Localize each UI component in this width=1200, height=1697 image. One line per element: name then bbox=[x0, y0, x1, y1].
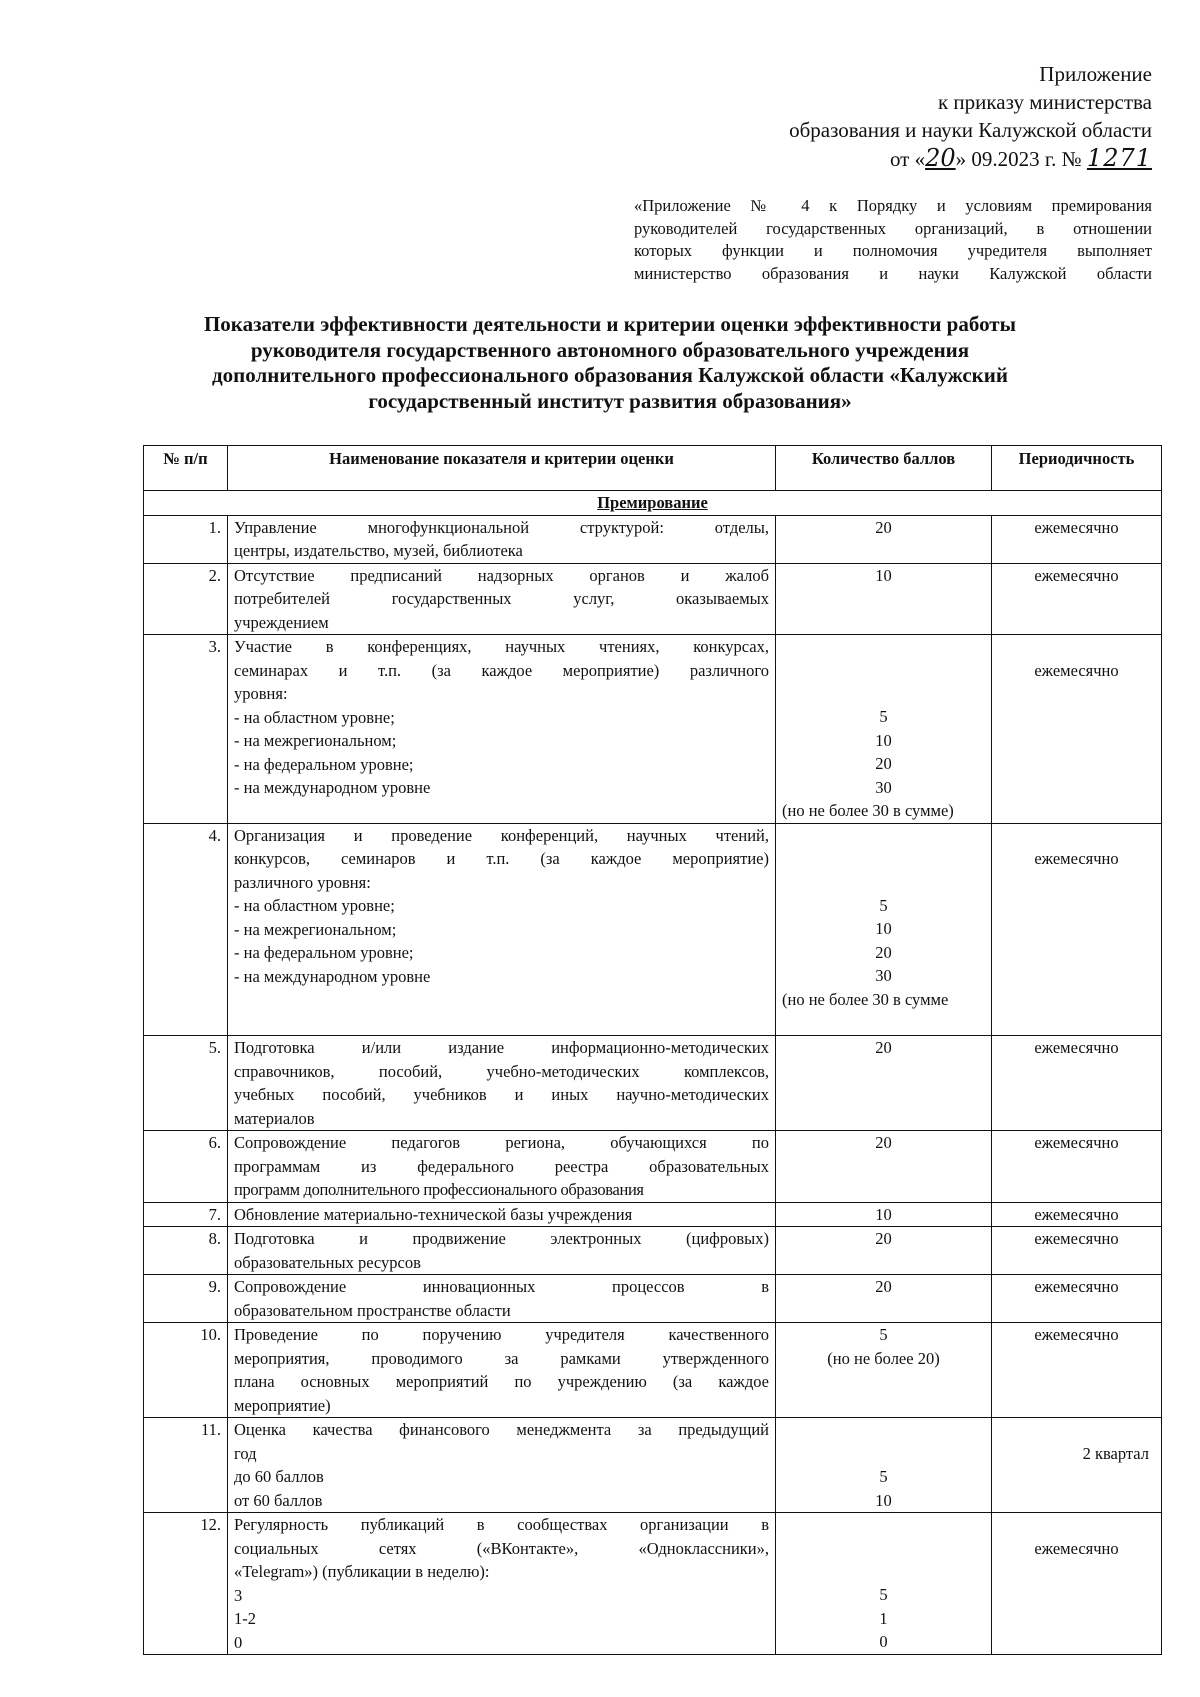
row-number: 11. bbox=[144, 1418, 228, 1513]
table-row bbox=[144, 823, 1162, 1036]
appendix-date-line bbox=[789, 144, 1152, 173]
description-line: - на федеральном уровне; bbox=[234, 754, 414, 774]
description-line: образовательном пространстве области bbox=[234, 1300, 511, 1320]
points-value: 10 bbox=[875, 730, 892, 750]
description-line: - на областном уровне; bbox=[234, 896, 395, 915]
date-rest: » 09.2023 г. № bbox=[955, 147, 1082, 171]
points-note: (но не более 30 в сумме) bbox=[782, 801, 954, 820]
points-value: 5 bbox=[879, 1585, 888, 1604]
table-row bbox=[144, 515, 1162, 563]
row-period: ежемесячно bbox=[992, 515, 1162, 563]
row-number: 10. bbox=[144, 1323, 228, 1418]
row-number: 12. bbox=[144, 1513, 228, 1655]
description-line: - на федеральном уровне; bbox=[234, 943, 414, 962]
row-number: 5. bbox=[144, 1036, 228, 1131]
row-period bbox=[992, 1513, 1162, 1655]
points-note: (но не более 20) bbox=[827, 1348, 940, 1368]
row-number: 9. bbox=[144, 1275, 228, 1323]
row-description bbox=[228, 1036, 776, 1131]
row-period bbox=[992, 823, 1162, 1036]
description-line: Обновление материально-технической базы учреждения bbox=[234, 1204, 633, 1224]
title-line: дополнительного профессионального образования Калужской области «Калужский bbox=[212, 363, 1008, 387]
description-line: учебных пособий, учебников и иных научно-методических bbox=[234, 1085, 769, 1104]
description-line: Оценка качества финансового менеджмента за предыдущий bbox=[234, 1420, 769, 1439]
points-value: 5 bbox=[879, 1325, 888, 1344]
reference-line: руководителей государственных организаций, в отношении bbox=[634, 218, 1152, 238]
row-description bbox=[228, 823, 776, 1036]
description-line: образовательных ресурсов bbox=[234, 1252, 421, 1272]
row-description bbox=[228, 1202, 776, 1227]
row-description bbox=[228, 1275, 776, 1323]
description-line: год bbox=[234, 1443, 257, 1463]
row-description bbox=[228, 1323, 776, 1418]
row-number: 4. bbox=[144, 823, 228, 1036]
points-value: 5 bbox=[879, 707, 888, 726]
row-description bbox=[228, 563, 776, 635]
reference-block bbox=[634, 195, 1152, 285]
appendix-header bbox=[789, 60, 1152, 173]
header-points: Количество баллов bbox=[776, 446, 992, 491]
description-line: конкурсов, семинаров и т.п. (за каждое мероприятие) bbox=[234, 849, 769, 868]
points-value: 5 bbox=[879, 1467, 888, 1486]
row-points bbox=[776, 1418, 992, 1513]
header-name: Наименование показателя и критерии оценки bbox=[228, 446, 776, 491]
row-period: ежемесячно bbox=[992, 1275, 1162, 1323]
table-row bbox=[144, 1418, 1162, 1513]
description-line: мероприятие) bbox=[234, 1395, 331, 1415]
table-row bbox=[144, 1131, 1162, 1203]
section-title: Премирование bbox=[144, 491, 1162, 516]
row-description bbox=[228, 1513, 776, 1655]
row-points: 20 bbox=[776, 1036, 992, 1131]
row-description bbox=[228, 1131, 776, 1203]
points-value: 20 bbox=[875, 754, 892, 773]
document-title bbox=[130, 312, 1090, 414]
row-number: 3. bbox=[144, 635, 228, 824]
date-prefix: от « bbox=[889, 147, 926, 171]
title-line: руководителя государственного автономного образовательного учреждения bbox=[250, 337, 970, 362]
table-row bbox=[144, 635, 1162, 824]
row-points bbox=[776, 1323, 992, 1418]
criteria-table bbox=[143, 445, 1162, 1655]
description-line: от 60 баллов bbox=[234, 1490, 323, 1510]
row-number: 7. bbox=[144, 1202, 228, 1227]
title-line: государственный институт развития образования» bbox=[368, 388, 852, 413]
table-row bbox=[144, 1202, 1162, 1227]
row-description bbox=[228, 635, 776, 824]
points-value: 0 bbox=[879, 1632, 888, 1651]
title-line: Показатели эффективности деятельности и критерии оценки эффективности работы bbox=[203, 312, 1017, 336]
description-line: - на межрегиональном; bbox=[234, 731, 397, 750]
description-line: социальных сетях («ВКонтакте», «Одноклассники», bbox=[234, 1538, 769, 1558]
points-value: 10 bbox=[875, 1490, 892, 1510]
period-value: ежемесячно bbox=[1034, 660, 1119, 680]
row-period: ежемесячно bbox=[992, 563, 1162, 635]
table-row bbox=[144, 1036, 1162, 1131]
row-points: 20 bbox=[776, 1275, 992, 1323]
row-period bbox=[992, 1418, 1162, 1513]
table-row bbox=[144, 1227, 1162, 1275]
date-day: 20 bbox=[925, 144, 956, 172]
appendix-line-2: к приказу министерства bbox=[937, 90, 1152, 114]
row-period: ежемесячно bbox=[992, 1323, 1162, 1418]
description-line: - на международном уровне bbox=[234, 778, 431, 797]
table-row bbox=[144, 1513, 1162, 1655]
description-line: справочников, пособий, учебно-методических комплексов, bbox=[234, 1061, 769, 1081]
order-number: 1271 bbox=[1086, 144, 1152, 172]
row-number: 1. bbox=[144, 515, 228, 563]
description-line: Регулярность публикаций в сообществах организации в bbox=[234, 1515, 769, 1534]
row-period bbox=[992, 635, 1162, 824]
description-line: программ дополнительного профессионального образования bbox=[234, 1180, 644, 1199]
description-line: 3 bbox=[234, 1585, 243, 1605]
points-value: 1 bbox=[879, 1608, 888, 1628]
description-line: материалов bbox=[234, 1108, 315, 1128]
appendix-line-1: Приложение bbox=[1039, 62, 1152, 86]
description-line: Подготовка и/или издание информационно-методических bbox=[234, 1038, 769, 1057]
reference-line: «Приложение № 4 к Порядку и условиям премирования bbox=[634, 196, 1152, 215]
period-value: ежемесячно bbox=[1034, 1538, 1119, 1558]
description-line: Сопровождение инновационных процессов в bbox=[234, 1277, 769, 1296]
reference-line: министерство образования и науки Калужской области bbox=[634, 263, 1152, 283]
description-line: - на межрегиональном; bbox=[234, 919, 397, 939]
description-line: 1-2 bbox=[234, 1609, 256, 1628]
table-row bbox=[144, 563, 1162, 635]
description-line: до 60 баллов bbox=[234, 1467, 324, 1486]
description-line: «Telegram») (публикации в неделю): bbox=[234, 1562, 490, 1581]
description-line: 0 bbox=[234, 1632, 243, 1652]
description-line: плана основных мероприятий по учреждению (за каждое bbox=[234, 1372, 769, 1391]
row-points bbox=[776, 1513, 992, 1655]
header-num: № п/п bbox=[144, 446, 228, 491]
description-line: Управление многофункциональной структурой: отделы, bbox=[234, 517, 769, 537]
points-value: 5 bbox=[879, 895, 888, 915]
points-value: 20 bbox=[875, 942, 892, 962]
description-line: различного уровня: bbox=[234, 872, 371, 892]
description-line: уровня: bbox=[234, 684, 288, 703]
reference-line: которых функции и полномочия учредителя выполняет bbox=[634, 241, 1152, 260]
points-note: (но не более 30 в сумме bbox=[782, 989, 949, 1009]
row-period: ежемесячно bbox=[992, 1202, 1162, 1227]
row-number: 6. bbox=[144, 1131, 228, 1203]
row-number: 2. bbox=[144, 563, 228, 635]
description-line: потребителей государственных услуг, оказываемых bbox=[234, 589, 769, 608]
row-points: 10 bbox=[776, 1202, 992, 1227]
description-line: Подготовка и продвижение электронных (цифровых) bbox=[234, 1229, 769, 1248]
points-value: 10 bbox=[875, 919, 892, 938]
table-row bbox=[144, 1275, 1162, 1323]
row-description bbox=[228, 1418, 776, 1513]
description-line: центры, издательство, музей, библиотека bbox=[234, 541, 523, 560]
description-line: программам из федерального реестра образовательных bbox=[234, 1156, 769, 1176]
row-points bbox=[776, 823, 992, 1036]
row-points: 20 bbox=[776, 1227, 992, 1275]
points-value: 30 bbox=[875, 966, 892, 985]
row-period: ежемесячно bbox=[992, 1131, 1162, 1203]
appendix-line-3: образования и науки Калужской области bbox=[789, 118, 1152, 142]
description-line: Организация и проведение конференций, научных чтений, bbox=[234, 825, 769, 845]
description-line: семинарах и т.п. (за каждое мероприятие) различного bbox=[234, 660, 769, 680]
row-description bbox=[228, 515, 776, 563]
period-value: 2 квартал bbox=[1082, 1443, 1149, 1463]
description-line: Сопровождение педагогов региона, обучающихся по bbox=[234, 1133, 769, 1152]
period-value: ежемесячно bbox=[1034, 849, 1119, 868]
row-points: 20 bbox=[776, 515, 992, 563]
row-points bbox=[776, 635, 992, 824]
table-header-row bbox=[144, 446, 1162, 491]
row-points: 20 bbox=[776, 1131, 992, 1203]
description-line: Проведение по поручению учредителя качественного bbox=[234, 1325, 769, 1344]
description-line: учреждением bbox=[234, 612, 329, 632]
description-line: Отсутствие предписаний надзорных органов и жалоб bbox=[234, 565, 769, 585]
description-line: - на областном уровне; bbox=[234, 707, 395, 727]
description-line: - на международном уровне bbox=[234, 966, 431, 986]
points-value: 30 bbox=[875, 777, 892, 797]
row-description bbox=[228, 1227, 776, 1275]
row-period: ежемесячно bbox=[992, 1036, 1162, 1131]
description-line: Участие в конференциях, научных чтениях, конкурсах, bbox=[234, 637, 769, 656]
row-period: ежемесячно bbox=[992, 1227, 1162, 1275]
section-row bbox=[144, 491, 1162, 516]
row-points: 10 bbox=[776, 563, 992, 635]
description-line: мероприятия, проводимого за рамками утвержденного bbox=[234, 1348, 769, 1368]
table-row bbox=[144, 1323, 1162, 1418]
row-number: 8. bbox=[144, 1227, 228, 1275]
header-period: Периодичность bbox=[992, 446, 1162, 491]
